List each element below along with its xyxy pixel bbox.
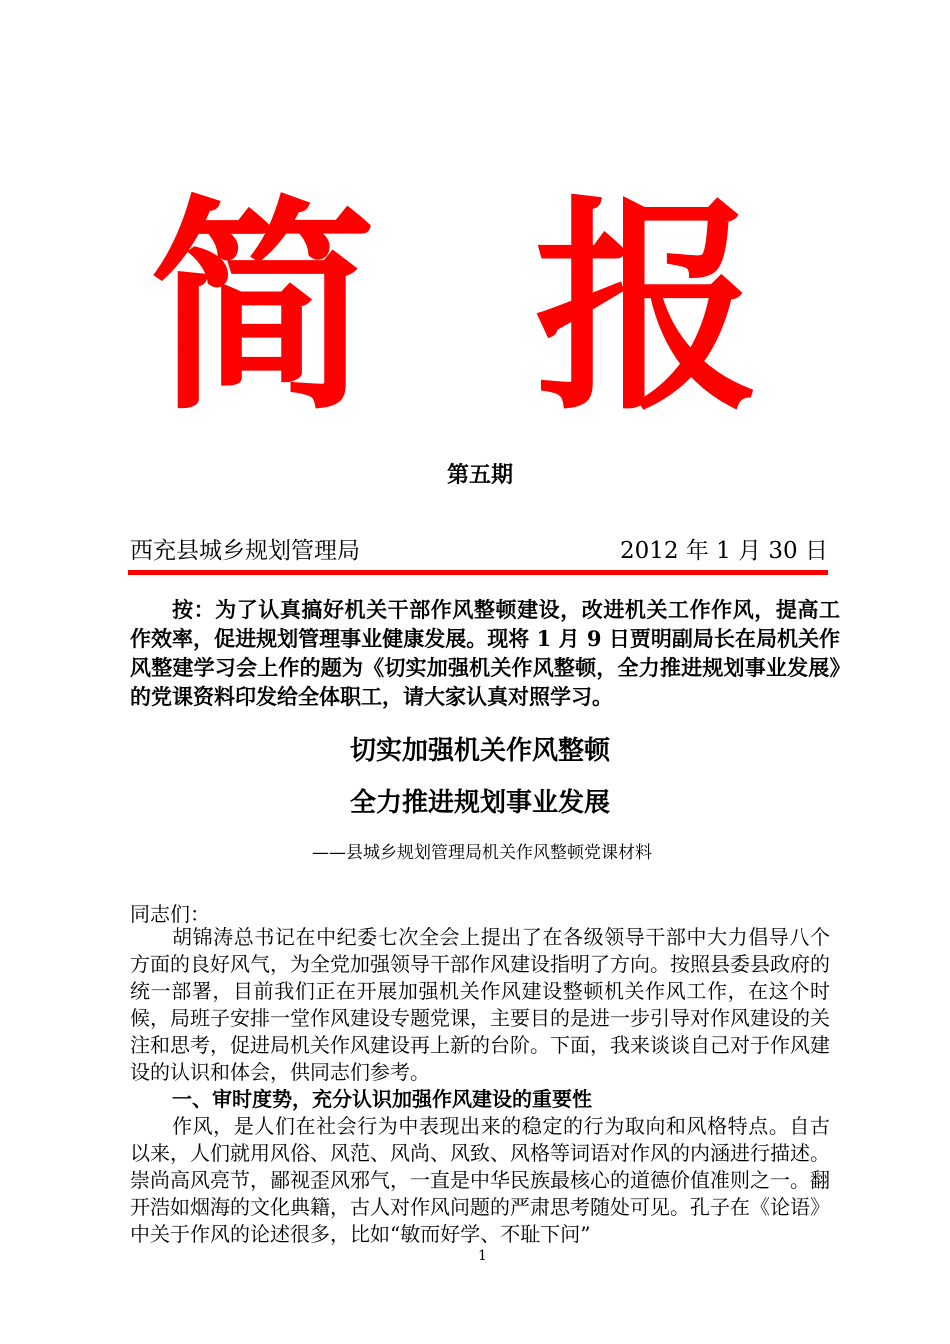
masthead-title: 简 报 bbox=[149, 178, 801, 441]
issuing-organization: 西充县城乡规划管理局 bbox=[130, 538, 360, 564]
article-subtitle: ——县城乡规划管理局机关作风整顿党课材料 bbox=[312, 843, 652, 863]
paragraph: 作风，是人们在社会行为中表现出来的稳定的行为取向和风格特点。自古以来，人们就用风俗、风范、风尚、风致、风格等词语对作风的内涵进行描述。崇尚高风亮节，鄙视歪风邪气，一直是中华民族最核心的道德价值准则之一。翻开浩如烟海的文化典籍，古人对作风问题的严肃思考随处可见。孔子在《论语》中关于作风的论述很多，比如“敏而好学、不耻下问” bbox=[130, 1114, 830, 1246]
article-body bbox=[130, 924, 830, 1248]
article-title-line2: 全力推进规划事业发展 bbox=[349, 788, 610, 818]
issue-number: 第五期 bbox=[446, 463, 513, 488]
page-number: 1 bbox=[478, 1248, 487, 1264]
red-divider bbox=[128, 570, 828, 575]
paragraph: 胡锦涛总书记在中纪委七次全会上提出了在各级领导干部中大力倡导八个方面的良好风气，为全党加强领导干部作风建设指明了方向。按照县委县政府的统一部署，目前我们正在开展加强机关作风建设整顿机关作风工作，在这个时候，局班子安排一堂作风建设专题党课，主要目的是进一步引导对作风建设的关注和思考，促进局机关作风建设再上新的台阶。下面，我来谈谈自己对于作风建设的认识和体会，供同志们参考。 bbox=[130, 925, 830, 1084]
greeting: 同志们： bbox=[130, 902, 210, 926]
section-heading: 一、审时度势，充分认识加强作风建设的重要性 bbox=[172, 1087, 592, 1111]
preface-text: 按：为了认真搞好机关干部作风整顿建设，改进机关工作作风，提高工作效率，促进规划管理事业健康发展。现将 1 月 9 日贾明副局长在局机关作风整建学习会上作的题为《切实加强机关作风整顿，全力推进规划事业发展》的党课资料印发给全体职工，请大家认真对照学习。 bbox=[130, 597, 840, 709]
issue-date: 2012 年 1 月 30 日 bbox=[620, 538, 828, 564]
article-title-line1: 切实加强机关作风整顿 bbox=[349, 736, 610, 766]
editor-preface bbox=[130, 595, 840, 711]
